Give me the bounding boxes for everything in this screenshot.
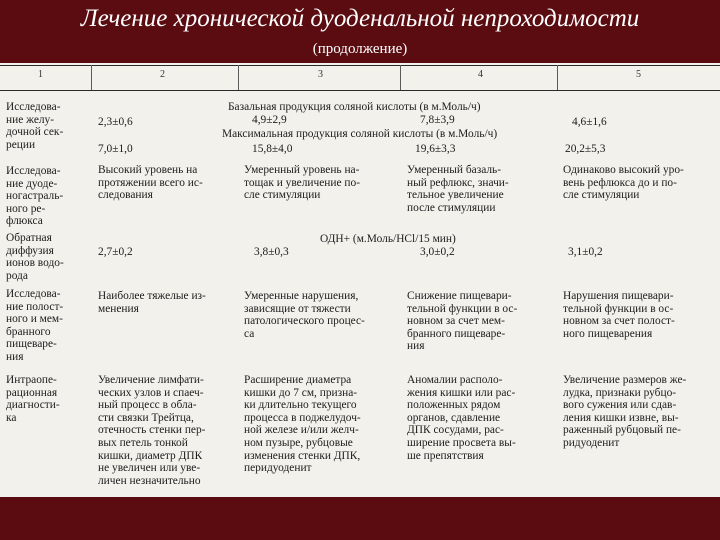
header-bottom-rule [0,90,720,91]
header-top-rule [0,65,720,66]
intraop-cell-col4: Аномалии располо- жения кишки или рас- положенных рядом органов, сдавление ДПК сосудами, рас- ширение просвета вы- ше препятствия [407,374,516,462]
basal-value-col2: 2,3±0,6 [98,116,133,128]
maximal-value-col2: 7,0±1,0 [98,143,133,155]
column-number-5: 5 [636,69,641,80]
basal-value-col5: 4,6±1,6 [572,116,607,128]
row-label-intraop: Интраопе- рационная диагности- ка [6,374,60,424]
column-number-4: 4 [478,69,483,80]
span-odn: ОДН+ (м.Моль/HCl/15 мин) [320,233,456,245]
maximal-value-col5: 20,2±5,3 [565,143,606,155]
basal-value-col3: 4,9±2,9 [252,114,287,126]
row-label-reflux: Исследова- ние дуоде- ногастраль- ного ре- флюкса [6,165,64,228]
row-label-cavity-digestion: Исследова- ние полост- ного и мем- бранного пищеваре- ния [6,288,64,363]
maximal-value-col3: 15,8±4,0 [252,143,293,155]
diffusion-value-col4: 3,0±0,2 [420,246,455,258]
basal-value-col4: 7,8±3,9 [420,114,455,126]
digestion-cell-col2: Наиболее тяжелые из- менения [98,290,206,315]
diffusion-value-col2: 2,7±0,2 [98,246,133,258]
reflux-cell-col2: Высокий уровень на протяжении всего ис- следования [98,164,203,202]
header-divider-2 [238,65,239,90]
reflux-cell-col4: Умеренный базаль- ный рефлюкс, значи- тельное увеличение после стимуляции [407,164,509,214]
span-maximal-production: Максимальная продукция соляной кислоты (в м.Моль/ч) [222,128,498,140]
header-divider-1 [91,65,92,90]
reflux-cell-col3: Умеренный уровень на- тощак и увеличение по- сле стимуляции [244,164,360,202]
bottom-band [0,497,720,540]
column-number-3: 3 [318,69,323,80]
column-number-2: 2 [160,69,165,80]
row-label-gastric-secretion: Исследова- ние желу- дочной сек- реции [6,101,64,151]
row-label-diffusion: Обратная диффузия ионов водо- рода [6,232,64,282]
intraop-cell-col5: Увеличение размеров же- лудка, признаки рубцо- вого сужения или сдав- ления кишки извне, вы- раженный рубцовый пе- ридуоденит [563,374,687,449]
digestion-cell-col5: Нарушения пищевари- тельной функции в ос- новном за счет полост- ного пищеварения [563,290,675,340]
header-divider-4 [557,65,558,90]
slide-title: Лечение хронической дуоденальной непроходимости [80,5,640,32]
table-scan [0,63,720,497]
column-number-1: 1 [38,69,43,80]
span-basal-production: Базальная продукция соляной кислоты (в м.Моль/ч) [228,101,481,113]
diffusion-value-col3: 3,8±0,3 [254,246,289,258]
intraop-cell-col2: Увеличение лимфати- ческих узлов и спаеч- ный процесс в обла- сти связки Трейтца, отечность стенки пер- вых петель тонкой кишки, диаметр ДПК не увеличен или уве- личен незначительно [98,374,206,487]
digestion-cell-col4: Снижение пищевари- тельной функции в ос- новном за счет мем- бранного пищеваре- ния [407,290,518,353]
digestion-cell-col3: Умеренные нарушения, зависящие от тяжести патологического процес- са [244,290,365,340]
intraop-cell-col3: Расширение диаметра кишки до 7 см, призна- ки длительно текущего процесса в поджелудоч- ной железе и/или желч- ном пузыре, рубцовые изменения стенки ДПК, перидуоденит [244,374,361,475]
slide-subtitle: (продолжение) [312,41,408,57]
maximal-value-col4: 19,6±3,3 [415,143,456,155]
reflux-cell-col5: Одинаково высокий уро- вень рефлюкса до и по- сле стимуляции [563,164,684,202]
diffusion-value-col5: 3,1±0,2 [568,246,603,258]
header-divider-3 [400,65,401,90]
